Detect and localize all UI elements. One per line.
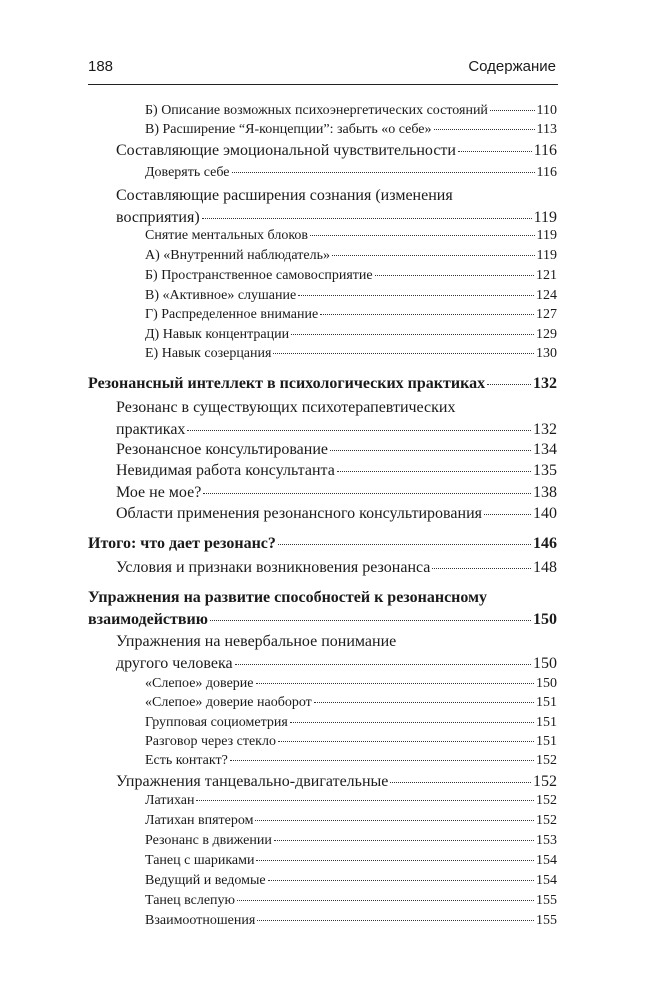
toc-page-number: 129 xyxy=(536,327,557,342)
toc-page-number: 154 xyxy=(536,873,557,888)
toc-entry[interactable] xyxy=(0,751,650,771)
dot-leader xyxy=(490,110,535,111)
toc-entry-title: Разговор через стекло xyxy=(145,734,276,749)
dot-leader xyxy=(256,860,534,861)
toc-entry-title: Резонансное консультирование xyxy=(116,441,329,458)
toc-page-number: 155 xyxy=(536,913,557,928)
toc-entry[interactable] xyxy=(0,482,650,504)
toc-page-number: 155 xyxy=(536,893,557,908)
toc-entry-title: Е) Навык созерцания xyxy=(145,346,272,361)
dot-leader xyxy=(257,920,534,921)
toc-entry-title: Танец вслепую xyxy=(145,893,236,908)
toc-entry-title-line1: Упражнения на невербальное понимание xyxy=(116,633,397,650)
toc-entry[interactable] xyxy=(0,911,650,931)
toc-page-number: 130 xyxy=(536,346,557,361)
toc-page-number: 152 xyxy=(536,753,557,768)
dot-leader xyxy=(432,568,531,569)
toc-entry-title: А) «Внутренний наблюдатель» xyxy=(145,248,330,263)
dot-leader xyxy=(458,151,532,152)
toc-entry-title: Г) Распределенное внимание xyxy=(145,307,319,322)
dot-leader xyxy=(320,314,534,315)
toc-entry[interactable] xyxy=(0,631,650,675)
toc-page-number: 135 xyxy=(533,462,557,479)
toc-page-number: 154 xyxy=(536,853,557,868)
dot-leader xyxy=(196,800,534,801)
toc-entry-title: другого человека xyxy=(116,655,233,672)
toc-page-number: 151 xyxy=(536,715,557,730)
toc-entry-title: В) «Активное» слушание xyxy=(145,288,297,303)
toc-page-number: 119 xyxy=(536,248,557,263)
dot-leader xyxy=(337,471,531,472)
toc-page-number: 150 xyxy=(536,676,557,691)
toc-entry[interactable] xyxy=(0,246,650,266)
toc-entry[interactable] xyxy=(0,587,650,631)
dot-leader xyxy=(278,544,531,545)
toc-page-number: 132 xyxy=(533,421,557,438)
toc-entry[interactable] xyxy=(0,831,650,851)
toc-page-number: 140 xyxy=(533,505,557,522)
toc-entry-title: Итого: что дает резонанс? xyxy=(88,535,276,552)
toc-entry-title-line1: Резонанс в существующих психотерапевтических xyxy=(116,399,456,416)
dot-leader xyxy=(268,880,534,881)
dot-leader xyxy=(230,760,534,761)
dot-leader xyxy=(210,620,531,621)
section-title: Содержание xyxy=(468,58,556,75)
toc-entry[interactable] xyxy=(0,811,650,831)
header-divider xyxy=(88,84,558,85)
toc-entry-title: Б) Пространственное самовосприятие xyxy=(145,268,373,283)
toc-entry[interactable] xyxy=(0,732,650,752)
toc-entry-title: взаимодействию xyxy=(88,611,208,628)
toc-entry-title: Снятие ментальных блоков xyxy=(145,228,309,243)
dot-leader xyxy=(291,334,534,335)
dot-leader xyxy=(232,172,535,173)
dot-leader xyxy=(314,702,534,703)
toc-page-number: 153 xyxy=(536,833,557,848)
toc-entry[interactable] xyxy=(0,325,650,345)
toc-entry-title: Мое не мое? xyxy=(116,484,202,501)
toc-page-number: 152 xyxy=(533,773,557,790)
dot-leader xyxy=(330,450,531,451)
toc-entry[interactable] xyxy=(0,891,650,911)
toc-entry-title: Условия и признаки возникновения резонанса xyxy=(116,559,431,576)
toc-entry[interactable] xyxy=(0,373,650,395)
dot-leader xyxy=(375,275,534,276)
toc-page-number: 152 xyxy=(536,793,557,808)
toc-page-number: 110 xyxy=(536,103,557,118)
toc-entry[interactable] xyxy=(0,871,650,891)
toc-page-number: 134 xyxy=(533,441,557,458)
toc-page-number: 119 xyxy=(533,209,557,226)
toc-page-number: 146 xyxy=(533,535,557,552)
toc-entry-title: восприятия) xyxy=(116,209,200,226)
toc-entry[interactable] xyxy=(0,163,650,183)
toc-entry[interactable] xyxy=(0,397,650,441)
toc-entry-title: Групповая социометрия xyxy=(145,715,288,730)
toc-entry-title: Упражнения танцевально-двигательные xyxy=(116,773,389,790)
toc-entry[interactable] xyxy=(0,533,650,555)
toc-page-number: 152 xyxy=(536,813,557,828)
toc-page-number: 148 xyxy=(533,559,557,576)
toc-entry[interactable] xyxy=(0,439,650,461)
toc-page-number: 151 xyxy=(536,695,557,710)
toc-entry-title: Взаимоотношения xyxy=(145,913,256,928)
dot-leader xyxy=(310,235,534,236)
toc-page-number: 151 xyxy=(536,734,557,749)
toc-page-number: 121 xyxy=(536,268,557,283)
toc-entry[interactable] xyxy=(0,185,650,229)
toc-page-number: 127 xyxy=(536,307,557,322)
toc-page-number: 132 xyxy=(533,375,557,392)
toc-entry-title: Резонансный интеллект в психологических практиках xyxy=(88,375,486,392)
toc-entry-title: Составляющие эмоциональной чувствительности xyxy=(116,142,456,159)
toc-page-number: 138 xyxy=(533,484,557,501)
toc-entry-title: Б) Описание возможных психоэнергетических состояний xyxy=(145,103,488,118)
dot-leader xyxy=(255,820,534,821)
toc-entry[interactable] xyxy=(0,460,650,482)
dot-leader xyxy=(274,840,534,841)
toc-entry-title: Д) Навык концентрации xyxy=(145,327,290,342)
toc-entry-title: «Слепое» доверие наоборот xyxy=(145,695,312,710)
dot-leader xyxy=(203,493,531,494)
toc-entry[interactable] xyxy=(0,771,650,793)
toc-entry-title-line1: Упражнения на развитие способностей к резонансному xyxy=(88,589,487,606)
toc-page-number: 116 xyxy=(533,142,557,159)
dot-leader xyxy=(235,664,531,665)
dot-leader xyxy=(256,683,535,684)
toc-entry[interactable] xyxy=(0,791,650,811)
toc-entry-title: Области применения резонансного консультирования xyxy=(116,505,482,522)
toc-entry[interactable] xyxy=(0,674,650,694)
toc-entry-title: «Слепое» доверие xyxy=(145,676,254,691)
toc-entry-title: Танец с шариками xyxy=(145,853,255,868)
dot-leader xyxy=(278,741,534,742)
toc-entry-title: В) Расширение “Я-концепции”: забыть «о себе» xyxy=(145,122,432,137)
dot-leader xyxy=(484,514,531,515)
toc-entry[interactable] xyxy=(0,286,650,306)
toc-entry[interactable] xyxy=(0,557,650,579)
page-number: 188 xyxy=(88,58,114,75)
toc-entry[interactable] xyxy=(0,101,650,121)
toc-entry-title: Ведущий и ведомые xyxy=(145,873,266,888)
toc-page-number: 150 xyxy=(533,611,557,628)
toc-entry-title: Латихан впятером xyxy=(145,813,254,828)
toc-entry[interactable] xyxy=(0,851,650,871)
toc-page-number: 150 xyxy=(533,655,557,672)
toc-page-number: 119 xyxy=(536,228,557,243)
toc-entry-title: Доверять себе xyxy=(145,165,230,180)
toc-entry[interactable] xyxy=(0,344,650,364)
toc-page-number: 124 xyxy=(536,288,557,303)
dot-leader xyxy=(273,353,534,354)
toc-entry-title: практиках xyxy=(116,421,186,438)
dot-leader xyxy=(434,129,535,130)
toc-entry[interactable] xyxy=(0,713,650,733)
dot-leader xyxy=(298,295,534,296)
toc-entry[interactable] xyxy=(0,503,650,525)
toc-entry[interactable] xyxy=(0,120,650,140)
toc-page-number: 116 xyxy=(536,165,557,180)
dot-leader xyxy=(187,430,531,431)
dot-leader xyxy=(332,255,535,256)
dot-leader xyxy=(290,722,534,723)
toc-entry-title: Есть контакт? xyxy=(145,753,228,768)
toc-entry[interactable] xyxy=(0,305,650,325)
toc-entry[interactable] xyxy=(0,226,650,246)
dot-leader xyxy=(237,900,534,901)
toc-page-number: 113 xyxy=(536,122,557,137)
toc-entry[interactable] xyxy=(0,140,650,162)
toc-entry[interactable] xyxy=(0,693,650,713)
dot-leader xyxy=(202,218,532,219)
dot-leader xyxy=(487,384,531,385)
toc-entry-title: Невидимая работа консультанта xyxy=(116,462,335,479)
toc-entry[interactable] xyxy=(0,266,650,286)
dot-leader xyxy=(390,782,531,783)
toc-entry-title: Резонанс в движении xyxy=(145,833,272,848)
toc-entry-title-line1: Составляющие расширения сознания (изменения xyxy=(116,187,453,204)
running-header xyxy=(88,58,556,80)
toc-entry-title: Латихан xyxy=(145,793,195,808)
